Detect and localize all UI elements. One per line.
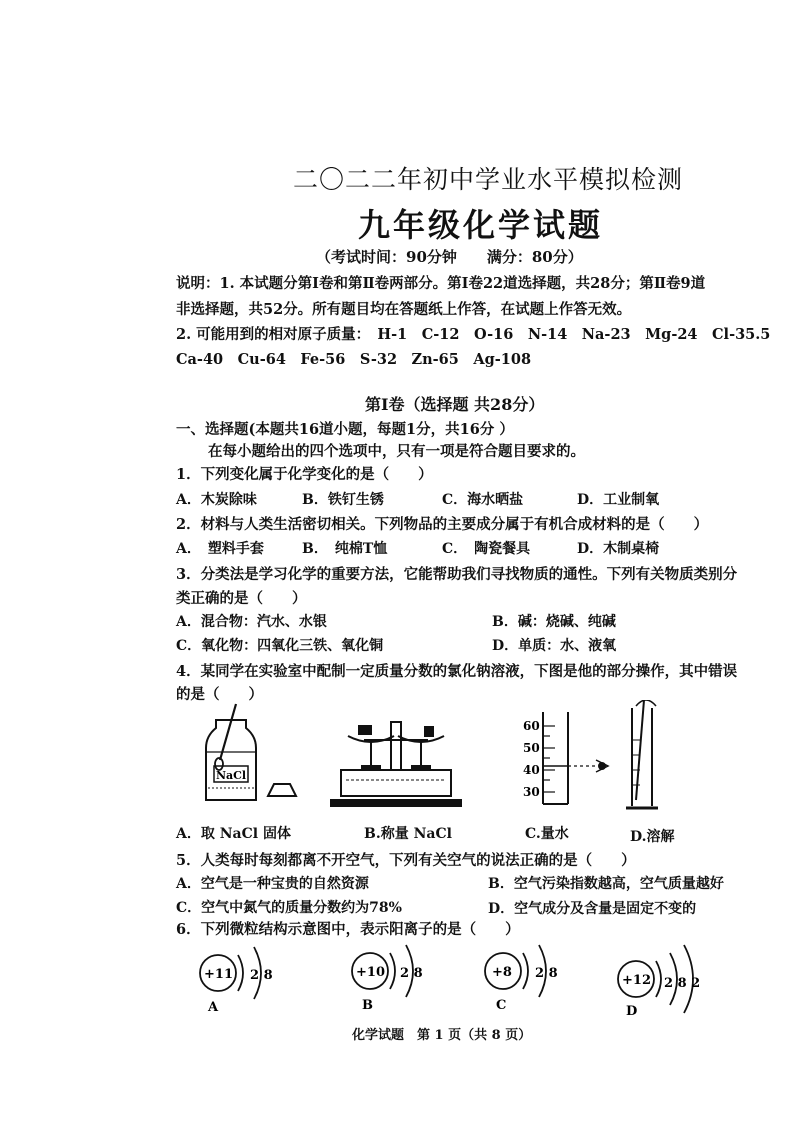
- notes-line-4: Ca-40 Cu-64 Fe-56 S-32 Zn-65 Ag-108: [176, 351, 532, 368]
- question-5-stem: 5．人类每时每刻都离不开空气，下列有关空气的说法正确的是（ ）: [176, 852, 636, 869]
- question-5-option-d: D．空气成分及含量是固定不变的: [488, 901, 697, 917]
- cylinder-mark-60: 60: [523, 719, 540, 733]
- question-5-option-b: B．空气污染指数越高，空气质量越好: [488, 876, 724, 892]
- question-1-stem: 1．下列变化属于化学变化的是（ ）: [176, 466, 433, 483]
- section-intro: 一、选择题(本题共16道小题，每题1分，共16分 ）: [176, 421, 514, 438]
- question-4-stem-1: 4．某同学在实验室中配制一定质量分数的氯化钠溶液，下图是他的部分操作，其中错误: [176, 663, 738, 680]
- question-4-option-b: B.称量 NaCl: [364, 826, 452, 842]
- question-6-stem: 6．下列微粒结构示意图中，表示阳离子的是（ ）: [176, 921, 520, 938]
- section-instruction: 在每小题给出的四个选项中，只有一项是符合题目要求的。: [208, 443, 585, 460]
- balance-figure: [331, 722, 461, 806]
- atom-a-shells: 2 8: [250, 968, 273, 983]
- question-4-stem-2: 的是（ ）: [176, 686, 263, 703]
- exam-title: 二〇二二年初中学业水平模拟检测: [293, 165, 684, 194]
- question-1-option-b: B．铁钉生锈: [302, 492, 384, 508]
- atom-b-label: B: [362, 998, 373, 1013]
- cylinder-mark-40: 40: [523, 763, 540, 777]
- notes-line-3: 2. 可能用到的相对原子质量： H-1 C-12 O-16 N-14 Na-23 Mg-24 Cl-35.5: [176, 326, 771, 343]
- question-6-figures: [190, 935, 750, 1025]
- notes-line-2: 非选择题，共52分。所有题目均在答题纸上作答，在试题上作答无效。: [176, 301, 632, 318]
- question-3-option-b: B．碱：烧碱、纯碱: [492, 614, 616, 630]
- atom-d-label: D: [626, 1004, 638, 1019]
- question-5-option-a: A．空气是一种宝贵的自然资源: [176, 876, 369, 892]
- nacl-bottle-label: NaCl: [216, 769, 247, 782]
- cylinder-mark-50: 50: [523, 741, 540, 755]
- atom-c-shells: 2 8: [535, 966, 558, 981]
- atom-c-nucleus: +8: [492, 965, 512, 980]
- question-5-option-c: C．空气中氮气的质量分数约为78%: [176, 900, 402, 916]
- question-2-option-c: C． 陶瓷餐具: [442, 541, 531, 557]
- question-3-stem-2: 类正确的是（ ）: [176, 590, 307, 607]
- atom-b-nucleus: +10: [356, 965, 385, 980]
- measuring-cylinder-figure: [543, 712, 608, 804]
- question-3-option-c: C．氧化物：四氧化三铁、氧化铜: [176, 638, 384, 654]
- notes-line-1: 说明：1. 本试题分第Ⅰ卷和第Ⅱ卷两部分。第Ⅰ卷22道选择题，共28分；第Ⅱ卷9道: [176, 275, 706, 292]
- question-2-stem: 2．材料与人类生活密切相关。下列物品的主要成分属于有机合成材料的是（ ）: [176, 516, 709, 533]
- page-footer: 化学试题 第 1 页（共 8 页）: [352, 1028, 532, 1043]
- atom-d-nucleus: +12: [622, 973, 651, 988]
- dissolving-figure: [626, 700, 658, 808]
- question-4-figures: [176, 700, 766, 820]
- atom-b-shells: 2 8: [400, 966, 423, 981]
- question-4-option-a: A．取 NaCl 固体: [176, 826, 291, 842]
- cylinder-mark-30: 30: [523, 785, 540, 799]
- question-1-option-a: A．木炭除味: [176, 492, 257, 508]
- atom-d-shells: 2 8 2: [664, 976, 701, 991]
- exam-subject-title: 九年级化学试题: [358, 206, 604, 244]
- question-3-option-d: D．单质：水、液氧: [492, 638, 617, 654]
- question-2-option-b: B． 纯棉T恤: [302, 541, 388, 557]
- exam-time-score: （考试时间：90分钟 满分：80分）: [316, 248, 583, 266]
- question-2-option-a: A． 塑料手套: [176, 541, 264, 557]
- question-3-stem-1: 3．分类法是学习化学的重要方法，它能帮助我们寻找物质的通性。下列有关物质类别分: [176, 566, 738, 583]
- question-2-option-d: D．木制桌椅: [577, 541, 660, 557]
- question-1-option-c: C．海水晒盐: [442, 492, 524, 508]
- question-3-option-a: A．混合物：汽水、水银: [176, 614, 327, 630]
- atom-a-nucleus: +11: [204, 967, 233, 982]
- atom-c-label: C: [496, 998, 507, 1013]
- question-1-option-d: D．工业制氧: [577, 492, 660, 508]
- question-4-option-d: D.溶解: [630, 829, 675, 845]
- atom-a-label: A: [208, 1000, 219, 1015]
- section-heading: 第Ⅰ卷（选择题 共28分）: [365, 395, 545, 414]
- reagent-bottle-figure: [206, 704, 296, 800]
- question-4-option-c: C.量水: [525, 826, 569, 842]
